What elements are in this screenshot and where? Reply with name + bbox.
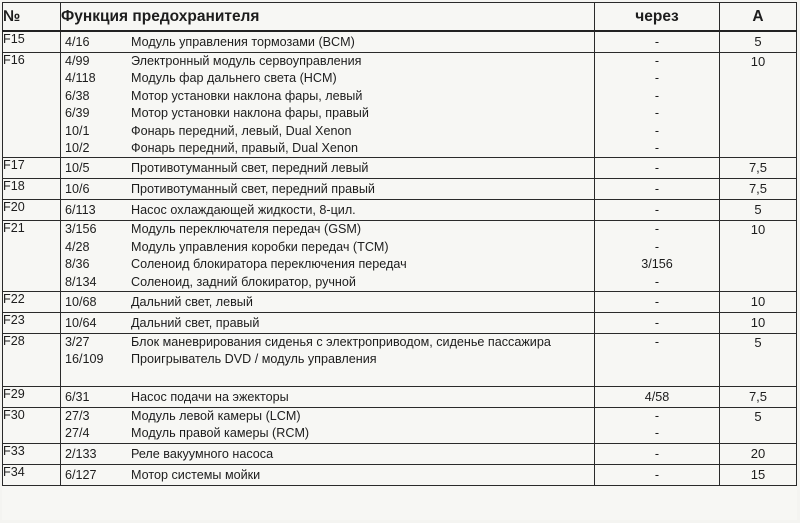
amps-value: 5 <box>754 409 762 425</box>
fuse-function-cell <box>61 408 595 444</box>
fuse-function-cell <box>61 333 595 386</box>
fuse-amps-cell <box>720 221 797 292</box>
function-description: Мотор установки наклона фары, правый <box>131 106 369 121</box>
function-line <box>61 425 594 442</box>
function-line <box>61 351 594 368</box>
fuse-via-cell <box>595 179 720 200</box>
function-description: Мотор системы мойки <box>131 467 261 482</box>
table-row <box>3 312 797 333</box>
fuse-function-cell <box>61 291 595 312</box>
amps-value: 5 <box>754 34 762 49</box>
function-description: Противотуманный свет, передний левый <box>131 161 369 176</box>
circuit-code: 10/68 <box>65 294 97 309</box>
fuse-function-cell <box>61 179 595 200</box>
fuse-number: F34 <box>3 464 61 485</box>
function-line <box>61 465 594 485</box>
fuse-amps-cell <box>720 387 797 408</box>
function-description: Модуль управления тормозами (BCM) <box>131 35 355 49</box>
via-value: - <box>654 409 660 424</box>
header-row <box>3 3 797 32</box>
table-row <box>3 158 797 179</box>
fuse-via-cell <box>595 387 720 408</box>
via-value: - <box>654 106 660 121</box>
amps-value: 20 <box>750 445 766 461</box>
fuse-amps-cell <box>720 200 797 221</box>
via-value: - <box>654 222 660 237</box>
amps-value: 7,5 <box>748 160 768 176</box>
function-line <box>61 123 594 140</box>
fuse-number: F17 <box>3 158 61 179</box>
circuit-code: 10/5 <box>65 161 90 176</box>
circuit-code: 4/118 <box>65 71 96 86</box>
function-description: Мотор установки наклона фары, левый <box>131 88 363 103</box>
header-via: через <box>595 3 720 32</box>
fuse-function-cell <box>61 31 595 53</box>
via-value <box>595 369 719 386</box>
table-row <box>3 200 797 221</box>
fuse-via-cell <box>595 464 720 485</box>
function-description: Соленоид блокиратора переключения передач <box>131 257 407 272</box>
function-line <box>61 408 594 425</box>
fuse-amps-cell <box>720 312 797 333</box>
circuit-code: 27/4 <box>65 426 90 441</box>
fuse-via-cell <box>595 291 720 312</box>
fuse-amps-cell <box>720 333 797 386</box>
via-value: - <box>654 88 660 103</box>
via-value: - <box>654 294 660 309</box>
circuit-code: 6/31 <box>65 390 90 405</box>
via-value: - <box>654 239 660 254</box>
amps-value: 7,5 <box>748 389 768 405</box>
function-line <box>61 53 594 70</box>
amps-value: 10 <box>750 293 766 309</box>
table-row <box>3 31 797 53</box>
fuse-via-cell <box>595 333 720 386</box>
via-value: - <box>654 140 660 155</box>
fuse-number: F18 <box>3 179 61 200</box>
function-line <box>61 334 594 351</box>
function-description: Насос охлаждающей жидкости, 8-цил. <box>131 203 356 218</box>
function-description: Соленоид, задний блокиратор, ручной <box>131 274 356 289</box>
circuit-code: 8/134 <box>65 274 97 289</box>
fuse-function-cell <box>61 158 595 179</box>
function-description: Дальний свет, правый <box>131 315 260 330</box>
circuit-code: 4/28 <box>65 239 90 254</box>
function-description: Реле вакуумного насоса <box>131 446 274 461</box>
fuse-function-cell <box>61 443 595 464</box>
fuse-number: F22 <box>3 291 61 312</box>
via-value: 4/58 <box>644 390 670 405</box>
via-value: 3/156 <box>641 257 673 272</box>
fuse-function-cell <box>61 312 595 333</box>
circuit-code: 8/36 <box>65 257 90 272</box>
fuse-number: F29 <box>3 387 61 408</box>
function-line <box>61 221 594 238</box>
header-function: Функция предохранителя <box>61 3 595 32</box>
fuse-via-cell <box>595 221 720 292</box>
fuse-amps-cell <box>720 291 797 312</box>
fuse-amps-cell <box>720 158 797 179</box>
fuse-function-cell <box>61 53 595 158</box>
via-value: - <box>654 426 660 441</box>
function-line <box>61 70 594 87</box>
function-line <box>61 274 594 291</box>
fuse-number: F20 <box>3 200 61 221</box>
function-line <box>61 200 594 220</box>
amps-value: 15 <box>750 466 766 482</box>
function-description: Модуль управления коробки передач (TCM) <box>131 239 389 254</box>
fuse-amps-cell <box>720 31 797 53</box>
fuse-number: F21 <box>3 221 61 292</box>
circuit-code: 10/64 <box>65 315 97 330</box>
fuse-number: F28 <box>3 333 61 386</box>
circuit-code: 6/113 <box>65 203 96 218</box>
circuit-code: 10/6 <box>65 182 90 197</box>
function-line <box>61 292 594 312</box>
via-value: - <box>654 467 660 482</box>
via-value: - <box>654 123 660 138</box>
fuse-function-cell <box>61 387 595 408</box>
fuse-number: F30 <box>3 408 61 444</box>
fuse-via-cell <box>595 31 720 53</box>
amps-value: 5 <box>754 202 762 218</box>
function-description: Модуль фар дальнего света (HCM) <box>131 71 337 86</box>
amps-value: 10 <box>750 54 766 69</box>
function-description: Электронный модуль сервоуправления <box>131 54 362 68</box>
table-row <box>3 333 797 386</box>
header-number: № <box>3 3 61 32</box>
fuse-amps-cell <box>720 53 797 158</box>
function-description: Модуль правой камеры (RCM) <box>131 426 310 441</box>
function-description: Дальний свет, левый <box>131 294 253 309</box>
circuit-code: 4/99 <box>65 54 90 68</box>
circuit-code: 6/38 <box>65 88 90 103</box>
via-value: - <box>654 161 660 176</box>
circuit-code: 10/2 <box>65 140 90 155</box>
circuit-code: 2/133 <box>65 446 97 461</box>
function-line <box>61 387 594 407</box>
amps-value: 7,5 <box>748 181 768 197</box>
table-row <box>3 179 797 200</box>
function-description: Фонарь передний, левый, Dual Xenon <box>131 123 352 138</box>
table-row <box>3 53 797 158</box>
table-row <box>3 291 797 312</box>
amps-value: 5 <box>754 334 762 350</box>
fuse-table-body <box>3 31 797 485</box>
via-value: - <box>654 446 660 461</box>
function-line <box>61 313 594 333</box>
fuse-function-cell <box>61 464 595 485</box>
function-description: Насос подачи на эжекторы <box>131 390 289 405</box>
fuse-table-sheet <box>2 2 797 520</box>
fuse-via-cell <box>595 53 720 158</box>
function-description: Противотуманный свет, передний правый <box>131 182 375 197</box>
circuit-code: 10/1 <box>65 123 90 138</box>
function-line <box>61 158 594 178</box>
function-line <box>61 140 594 157</box>
circuit-code: 6/39 <box>65 106 90 121</box>
function-description: Блок маневрирования сиденья с электроприводом, сиденье пассажира <box>131 334 551 349</box>
function-line <box>61 105 594 122</box>
circuit-code: 3/156 <box>65 222 97 237</box>
function-line <box>61 444 594 464</box>
table-row <box>3 408 797 444</box>
function-line <box>61 256 594 273</box>
fuse-via-cell <box>595 408 720 444</box>
via-value: - <box>654 54 660 68</box>
function-line <box>61 88 594 105</box>
fuse-table <box>2 2 797 486</box>
fuse-amps-cell <box>720 179 797 200</box>
circuit-code: 4/16 <box>65 35 90 49</box>
fuse-via-cell <box>595 443 720 464</box>
table-row <box>3 387 797 408</box>
via-value: - <box>654 274 660 289</box>
fuse-function-cell <box>61 221 595 292</box>
circuit-code: 3/27 <box>65 334 90 349</box>
fuse-number: F23 <box>3 312 61 333</box>
function-description: Модуль левой камеры (LCM) <box>131 409 301 424</box>
fuse-via-cell <box>595 200 720 221</box>
fuse-amps-cell <box>720 443 797 464</box>
amps-value: 10 <box>750 222 766 238</box>
fuse-amps-cell <box>720 464 797 485</box>
table-row <box>3 443 797 464</box>
fuse-amps-cell <box>720 408 797 444</box>
via-value: - <box>654 203 660 218</box>
table-row <box>3 221 797 292</box>
fuse-number: F15 <box>3 31 61 53</box>
via-value: - <box>654 35 660 49</box>
fuse-via-cell <box>595 158 720 179</box>
circuit-code: 27/3 <box>65 409 90 424</box>
table-row <box>3 464 797 485</box>
fuse-number: F16 <box>3 53 61 158</box>
function-description: Проигрыватель DVD / модуль управления <box>131 352 377 367</box>
function-line <box>61 179 594 199</box>
function-description: Фонарь передний, правый, Dual Xenon <box>131 140 358 155</box>
fuse-via-cell <box>595 312 720 333</box>
header-amps: A <box>720 3 797 32</box>
via-value: - <box>654 334 660 349</box>
via-value: - <box>654 315 660 330</box>
function-line <box>61 32 594 52</box>
function-line <box>61 239 594 256</box>
fuse-function-cell <box>61 200 595 221</box>
circuit-code: 6/127 <box>65 467 97 482</box>
via-value: - <box>654 71 660 86</box>
function-description: Модуль переключателя передач (GSM) <box>131 222 362 237</box>
via-value: - <box>654 182 660 197</box>
circuit-code: 16/109 <box>65 352 104 367</box>
fuse-number: F33 <box>3 443 61 464</box>
amps-value: 10 <box>750 314 766 330</box>
